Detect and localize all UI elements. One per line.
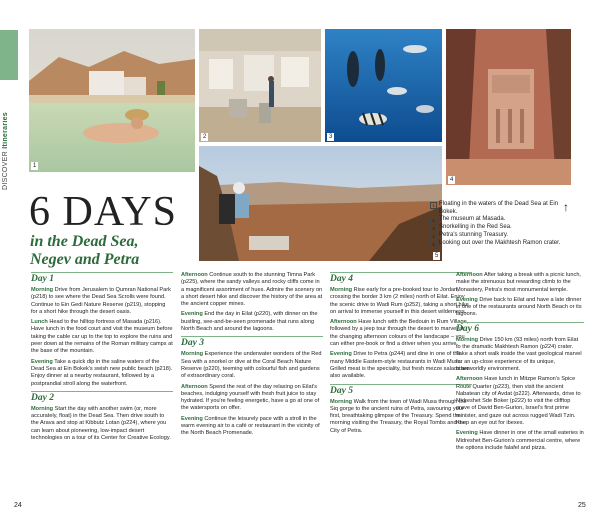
itinerary-column-1 [31,272,173,445]
itinerary-paragraph: Morning Experience the underwater wonders of the Red Sea with a snorkel or dive at the Coral Beach Nature Reserve (p220), teeming with colourful fish and gardens of extraordinary coral. [181,351,322,380]
caption-item: 4 Petra's stunning Treasury. [430,232,570,240]
itinerary-paragraph: Evening End the day in Eilat (p220), with dinner on the bustling, see-and-be-seen promenade that runs along North Beach and around the lagoons. [181,311,318,333]
photo-number: 3 [329,134,333,140]
page-title: 6 DAYS [29,189,177,235]
itinerary-paragraph: Evening Have dinner in one of the small eateries in Midreshet Ben-Gurion's commercial centre, where the options include falafel and pizza. [456,430,584,451]
itinerary-paragraph: Afternoon Have lunch in Mitzpe Ramon's Spice Route Quarter (p223), then visit the ancient Nabatean city of Avdat (p222). Afterwards, drive to Midreshet Sde Boker (p222) to visit the clifftop grave of David Ben-Gurion, Israel's first prime minister, and gaze out across rugged Wadi Tzin. Keep an eye out for ibexes. [456,376,581,427]
caption-item: 3 Snorkelling in the Red Sea. [430,224,570,232]
itinerary-column-4 [456,272,584,455]
photo-number: 2 [203,134,207,140]
page-number-left: 24 [14,502,22,509]
arrow-up-icon: ↑ [563,200,569,214]
itinerary-paragraph: Morning Drive 150 km (93 miles) north from Eilat to the dramatic Makhtesh Ramon (p224) crater. Take a short walk inside the vast geological marvel for an up-close experience of its unique, otherworldly environment. [456,336,582,372]
petra-treasury-photo [446,29,571,185]
page-subtitle: in the Dead Sea, Negev and Petra [30,233,140,268]
day-heading: Day 3 [181,336,323,349]
photo-number: 4 [450,177,454,183]
itinerary-paragraph: Morning Rise early for a pre-booked tour to Jordan, crossing the border 3 km (2 miles) north of Eilat. Enjoy the scenic drive to Wadi Rum (p252), taking a short hike on arrival to immerse yourself in this desert wilderness. [330,287,469,315]
section-tab-color-bar [0,30,18,80]
itinerary-paragraph: Morning Walk from the town of Wadi Musa through the Siq gorge to the ancient ruins of Petra, savouring your first, breathtaking glimpse of the Treasury. Spend the morning visiting the Treasury, the Royal Tombs and the City of Petra. [330,398,467,434]
photo-number: 1 [33,163,37,169]
caption-item: 5 Looking out over the Makhtesh Ramon crater. [430,240,570,248]
section-tab-label [2,90,16,190]
day-heading: Day 5 [330,384,472,397]
section-label: Itineraries [2,112,9,149]
itinerary-paragraph: Evening Continue the leisurely pace with a stroll in the warm evening air to a café or restaurant in the vicinity of the North Beach Promenade. [181,415,320,437]
day-heading: Day 2 [31,391,173,404]
page-number-right: 25 [578,502,586,509]
dead-sea-photo [29,29,195,172]
itinerary-column-2 [181,272,323,441]
red-sea-snorkel-photo [325,29,442,142]
itinerary-paragraph: Evening Drive to Petra (p244) and dine in one of the many Middle Eastern-style restaurants in Wadi Musa. Grilled meat is the speciality, but fresh mezze salads are also available. [330,351,470,380]
makhtesh-ramon-photo [199,146,442,261]
day-heading: Day 4 [330,272,472,285]
photo-number: 5 [435,253,439,259]
itinerary-paragraph: Afternoon Spend the rest of the day relaxing on Eilat's beaches, indulging yourself with fresh fruit juice to stay hydrated. If you're feeling energetic, have a go at one of the watersports on offer. [181,383,320,412]
itinerary-paragraph: Evening Take a quick dip in the saline waters of the Dead Sea at Ein Bokek's swish new public beach (p218). Enjoy dinner at a nearby restaurant, followed by a postprandial stroll along the waterfront. [31,358,173,387]
itinerary-paragraph: Morning Drive from Jerusalem to Qumran National Park (p218) to see where the Dead Sea Scrolls were found. Continue to Ein Gedi Nature Reserve (p219), stopping for a short hike through the desert oasis. [31,287,171,315]
itinerary-paragraph: Morning Start the day with another swim (or, more accurately, float) in the Dead Sea. Then drive south to the Arava and stop at Kibbutz Lotan (p224), where you can learn about pioneering, low-impact desert technologies on a tour of its Center for Creative Ecology. [31,405,171,442]
photo-captions [430,201,570,248]
day-heading: Day 6 [456,322,584,335]
itinerary-column-3 [330,272,472,438]
section-name: DISCOVER [2,151,9,190]
masada-museum-photo [199,29,321,142]
itinerary-paragraph: Afternoon After taking a break with a picnic lunch, make the strenuous but rewarding climb to the Monastery, Petra's most monumental temple. [456,272,581,293]
caption-item: 1 Floating in the waters of the Dead Sea at Ein Bokek. [430,201,570,216]
itinerary-paragraph: Lunch Head to the hilltop fortress of Masada (p216). Have lunch in the food court and visit the museum before taking the cable car up to the top to explore the ruins and peer down at the remains of the Roman military camps at the base of the mountain. [31,319,173,355]
itinerary-paragraph: Evening Drive back to Eilat and have a late dinner in one of the restaurants around North Beach or its lagoons. [456,296,582,318]
section-tab [0,30,18,190]
itinerary-paragraph: Afternoon Have lunch with the Bedouin in Rum Village, followed by a jeep tour through the desert to marvel at the changing afternoon colours of the landscape – you can either pre-book or find a driver when you arrive. [330,319,469,348]
caption-item: 2 The museum at Masada. [430,216,570,224]
day-heading: Day 1 [31,272,173,285]
itinerary-paragraph: Afternoon Continue south to the stunning Timna Park (p225), where the sandy valleys and rocky cliffs come in a magnificent assortment of hues. Admire the scenery on a short desert hike and discover the history of the area at the ancient copper mines. [181,272,323,308]
